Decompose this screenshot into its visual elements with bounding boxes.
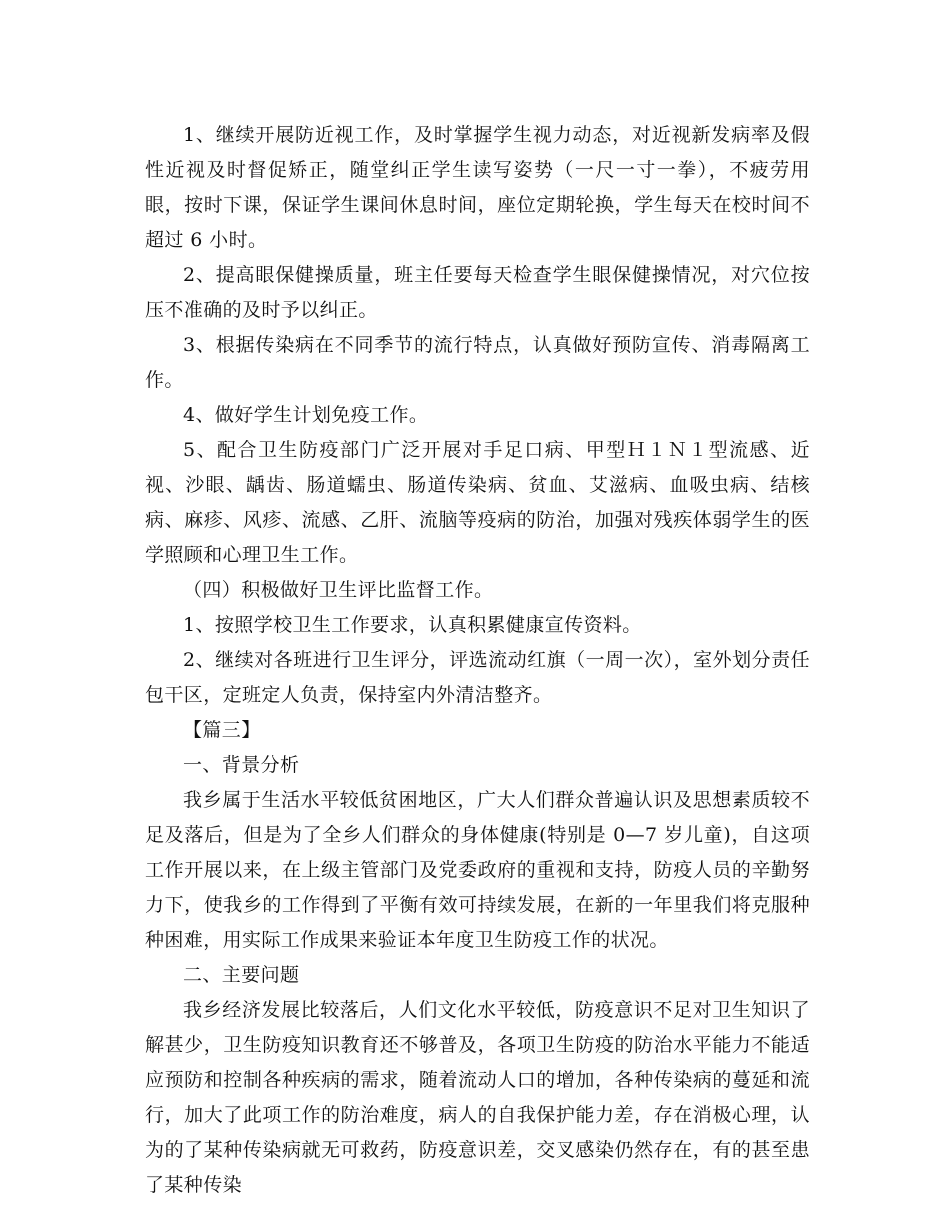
paragraph-health-materials: 1、按照学校卫生工作要求，认真积累健康宣传资料。 <box>183 614 642 636</box>
paragraph-infectious-disease: 3、根据传染病在不同季节的流行特点，认真做好预防宣传、消毒隔离工作。 <box>145 334 810 391</box>
paragraph-class-hygiene: 2、继续对各班进行卫生评分，评选流动红旗（一周一次），室外划分责任包干区，定班定人负责，保持室内外清洁整齐。 <box>145 649 810 706</box>
paragraph-immunization: 4、做好学生计划免疫工作。 <box>183 404 429 426</box>
paragraph-background: 我乡属于生活水平较低贫困地区，广大人们群众普遍认识及思想素质较不足及落后，但是为了全乡人们群众的身体健康(特别是 0—7 岁儿童)，自这项工作开展以来，在上级主管部门及党委政府的重视和支持，防疫人员的辛勤努力下，使我乡的工作得到了平衡有效可持续发展，在新的一年里我们将克服种种困难，用实际工作成果来验证本年度卫生防疫工作的状况。 <box>145 789 810 951</box>
document-body <box>145 118 810 1203</box>
paragraph-myopia-prevention: 1、继续开展防近视工作，及时掌握学生视力动态，对近视新发病率及假性近视及时督促矫正，随堂纠正学生读写姿势（一尺一寸一拳），不疲劳用眼，按时下课，保证学生课间休息时间，座位定期轮换，学生每天在校时间不超过 6 小时。 <box>145 124 810 251</box>
section-heading-background: 一、背景分析 <box>183 754 300 776</box>
section-heading-hygiene-supervision: （四）积极做好卫生评比监督工作。 <box>183 579 494 601</box>
paragraph-eye-exercise: 2、提高眼保健操质量，班主任要每天检查学生眼保健操情况，对穴位按压不准确的及时予以纠正。 <box>145 264 810 321</box>
section-heading-main-problems: 二、主要问题 <box>183 964 300 986</box>
paragraph-main-problems: 我乡经济发展比较落后，人们文化水平较低，防疫意识不足对卫生知识了解甚少，卫生防疫知识教育还不够普及，各项卫生防疫的防治水平能力不能适应预防和控制各种疾病的需求，随着流动人口的增加，各种传染病的蔓延和流行，加大了此项工作的防治难度，病人的自我保护能力差，存在消极心理，认为的了某种传染病就无可救药，防疫意识差，交叉感染仍然存在，有的甚至患了某种传染 <box>145 999 810 1196</box>
paragraph-disease-control: 5、配合卫生防疫部门广泛开展对手足口病、甲型Ｈ１Ｎ１型流感、近视、沙眼、龋齿、肠道蠕虫、肠道传染病、贫血、艾滋病、血吸虫病、结核病、麻疹、风疹、流感、乙肝、流脑等疫病的防治，加强对残疾体弱学生的医学照顾和心理卫生工作。 <box>145 439 810 566</box>
section-heading-part-three: 【篇三】 <box>183 719 261 741</box>
